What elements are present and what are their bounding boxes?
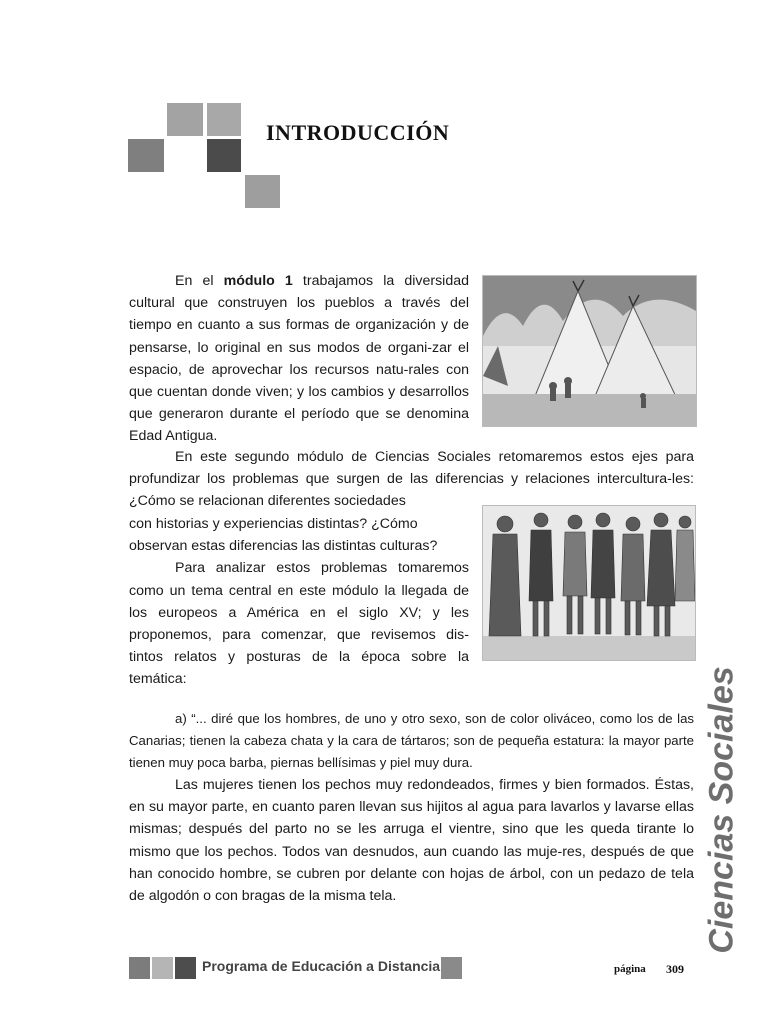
page-title: INTRODUCCIÓN (266, 120, 450, 145)
quote-text: Las mujeres tienen los pechos muy redondeados, firmes y bien formados. Éstas, en su mayor parte, en cuanto paren llevan sus hijitos al agua para lavarlos y lavarse ellas mismas; después del parto no se les arruga el vientre, sino que les queda tirante lo mismo que los pechos. Todos van desnudos, aun cuando las muje-res, después de que han conocido hombre, se cubren por delante con hojas de árbol, con un pedazo de tela de algodón o con bragas de la misma tela. (129, 777, 694, 905)
third-paragraph (129, 513, 469, 691)
deco-square (245, 175, 280, 208)
footer-square (152, 957, 173, 979)
footer-square (175, 957, 196, 979)
quote-text: a) “... diré que los hombres, de uno y otro sexo, son de color oliváceo, como los de las Canarias; tienen la cabeza chata y la cara de tártaros; son de pequeña estatura: la mayor parte tienen muy poca barba, piernas bellísimas y piel muy dura. (129, 711, 694, 771)
quote-paragraph (129, 708, 694, 775)
deco-square (167, 103, 203, 136)
deco-square (128, 139, 164, 172)
page-number: 309 (666, 962, 684, 976)
intro-paragraph (129, 270, 469, 448)
europeans-engraving-image (482, 505, 696, 661)
paragraph-text: trabajamos la diversidad cultural que construyen los pueblos a través del tiempo en cuanto a sus formas de organización y de pensarse, lo original en sus modos de organi-zar el espacio, de aprovechar los recursos natu-rales con que cuentan donde viven; y los cambios y desarrollos que generaron durante el período que se denomina Edad Antigua. (129, 273, 469, 445)
page-label: página (614, 963, 646, 975)
footer-program-name: Programa de Educación a Distancia (202, 958, 441, 974)
paragraph-text: Para analizar estos problemas tomaremos como un tema central en este módulo la llegada de los europeos a América en el siglo XV; y les proponemos, para comenzar, que revisemos dis-tintos relatos y posturas de la época sobre la temática: (129, 560, 469, 688)
deco-square (207, 139, 241, 172)
second-paragraph (129, 446, 694, 513)
paragraph-text: con historias y experiencias distintas? ¿Cómo observan estas diferencias las distintas culturas? (129, 516, 438, 555)
section-side-label-text: Ciencias Sociales (702, 666, 741, 954)
module-reference: módulo 1 (223, 273, 293, 289)
footer-square (129, 957, 150, 979)
footer-square (441, 957, 462, 979)
deco-square (207, 103, 241, 136)
paragraph-text: En este segundo módulo de Ciencias Sociales retomaremos estos ejes para profundizar los problemas que surgen de las diferencias y relaciones intercultura-les: ¿Cómo se relacionan diferentes sociedades (129, 449, 694, 510)
paragraph-text: En el (175, 273, 224, 289)
quote-continuation (129, 774, 694, 907)
tents-engraving-image (482, 275, 697, 427)
section-side-label (700, 666, 744, 954)
